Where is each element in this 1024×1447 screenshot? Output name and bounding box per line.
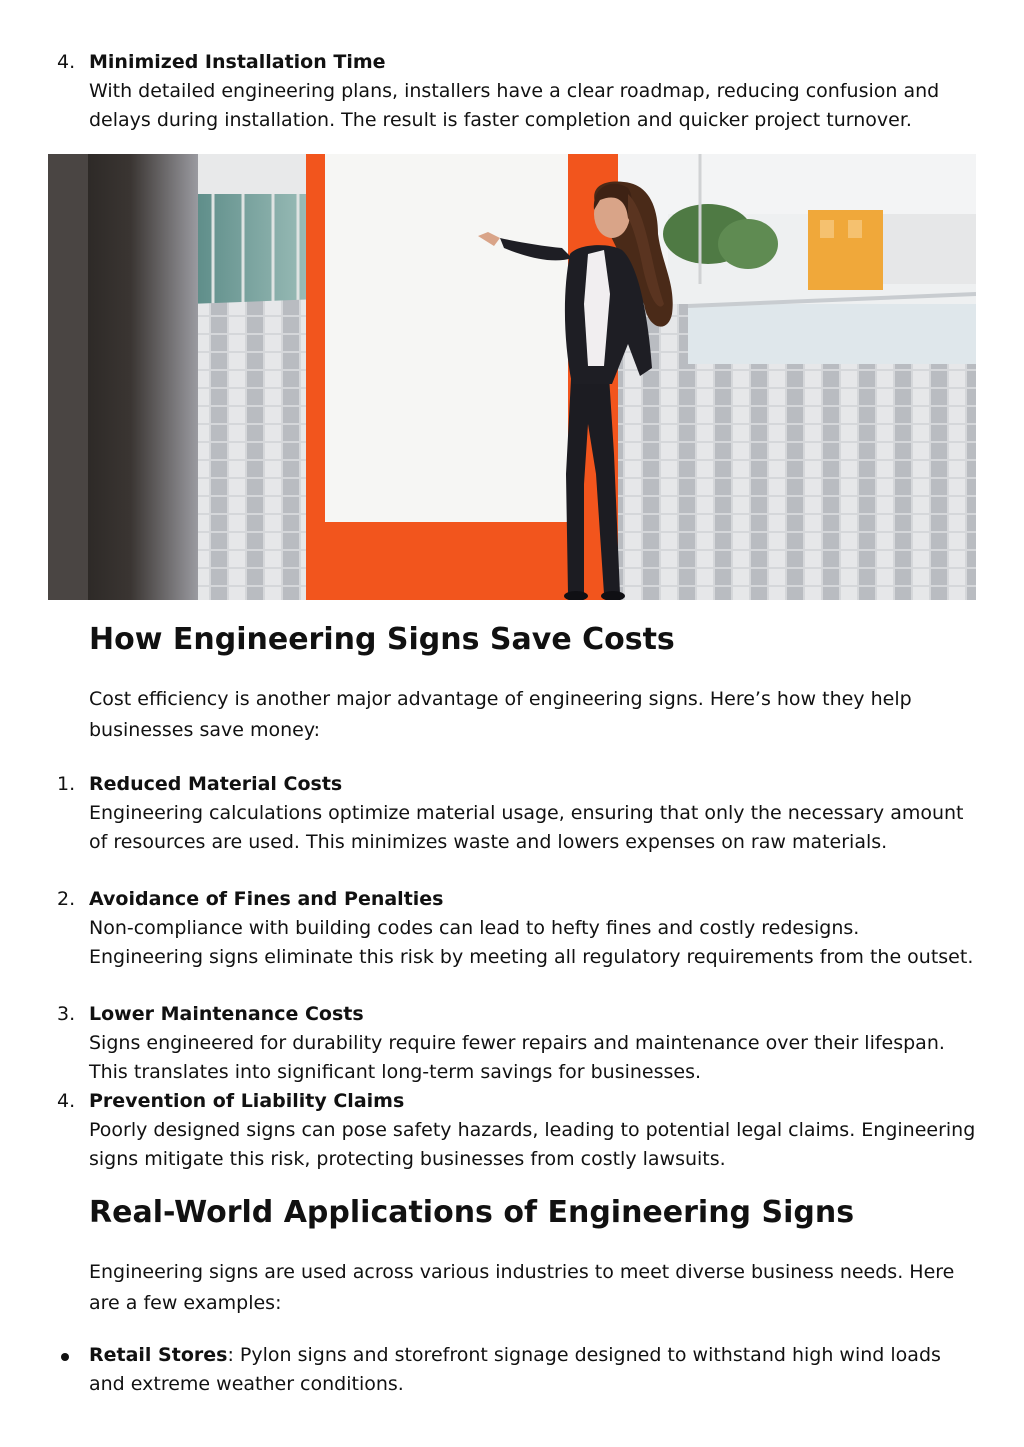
- item-body: : Pylon signs and storefront signage designed to withstand high wind loads and extreme weather conditions.: [89, 1344, 941, 1395]
- section-heading: Real-World Applications of Engineering Signs: [89, 1195, 855, 1230]
- section-intro: Cost efficiency is another major advantage of engineering signs. Here’s how they help businesses save money:: [89, 688, 912, 741]
- hero-photo: [48, 154, 976, 600]
- item-title: Avoidance of Fines and Penalties: [89, 888, 444, 910]
- list-item: [57, 1087, 979, 1174]
- list-number: 4.: [57, 51, 76, 73]
- list-number: 4.: [57, 1090, 76, 1112]
- item-title: Prevention of Liability Claims: [89, 1090, 405, 1112]
- bullet-marker: [61, 1353, 69, 1361]
- list-number: 3.: [57, 1003, 76, 1025]
- item-body: Signs engineered for durability require fewer repairs and maintenance over their lifespan. This translates into significant long-term savings for businesses.: [89, 1032, 945, 1083]
- item-body: Poorly designed signs can pose safety hazards, leading to potential legal claims. Engineering signs mitigate this risk, protecting businesses from costly lawsuits.: [89, 1119, 976, 1170]
- bullet-text: [89, 1341, 979, 1399]
- item-title: Minimized Installation Time: [89, 51, 386, 73]
- list-item: [57, 885, 979, 972]
- item-body: Engineering calculations optimize material usage, ensuring that only the necessary amount of resources are used. This minimizes waste and lowers expenses on raw materials.: [89, 802, 964, 853]
- list-item: [89, 1341, 979, 1399]
- item-body: Non-compliance with building codes can lead to hefty fines and costly redesigns. Engineering signs eliminate this risk by meeting all regulatory requirements from the outset.: [89, 917, 974, 968]
- photo-illustration: [48, 154, 976, 600]
- list-number: 2.: [57, 888, 76, 910]
- section-heading: How Engineering Signs Save Costs: [89, 622, 675, 657]
- item-title: Lower Maintenance Costs: [89, 1003, 364, 1025]
- list-item: [57, 1000, 979, 1087]
- item-title: Retail Stores: [89, 1344, 228, 1366]
- section-intro: Engineering signs are used across various industries to meet diverse business needs. Here are a few examples:: [89, 1261, 955, 1314]
- item-title: Reduced Material Costs: [89, 773, 343, 795]
- list-item: [57, 770, 979, 857]
- list-number: 1.: [57, 773, 76, 795]
- list-item: [57, 48, 979, 135]
- item-body: With detailed engineering plans, installers have a clear roadmap, reducing confusion and delays during installation. The result is faster completion and quicker project turnover.: [89, 80, 940, 131]
